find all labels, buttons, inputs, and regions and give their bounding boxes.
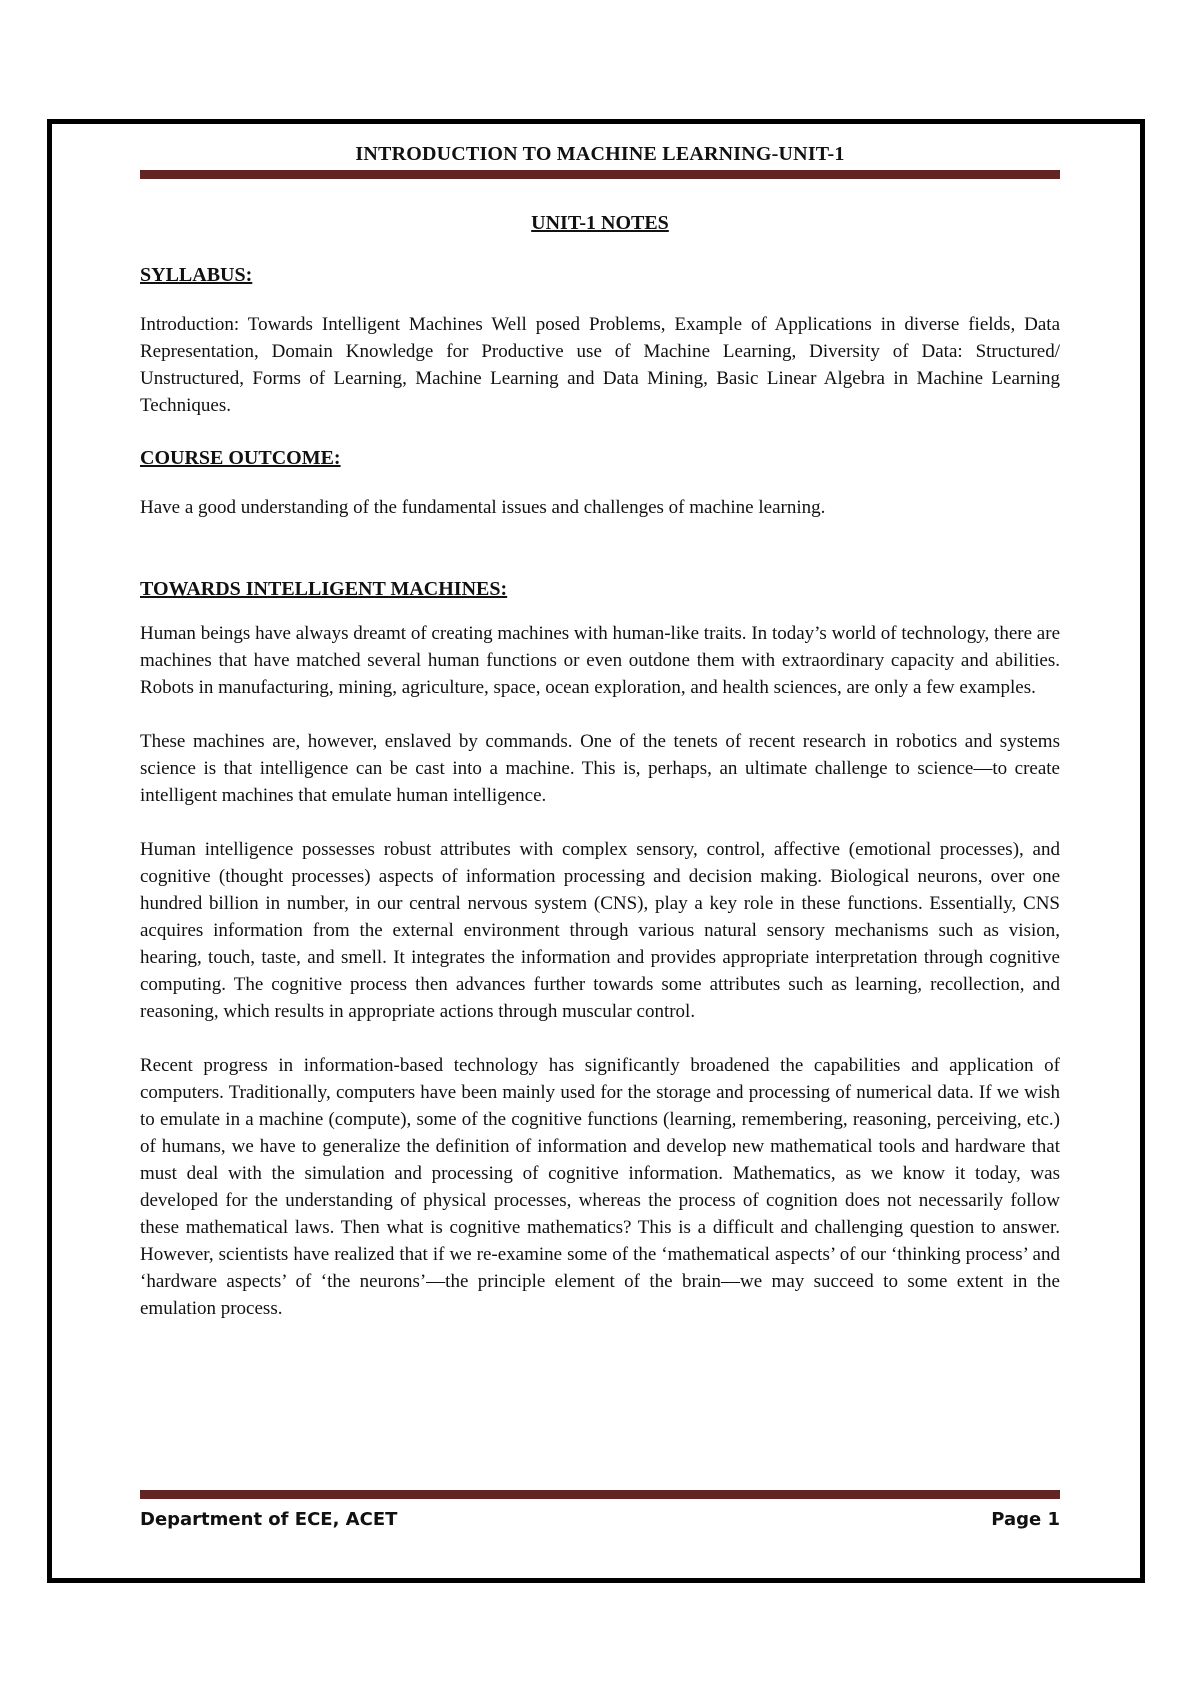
unit-title: UNIT-1 NOTES — [531, 212, 669, 234]
footer-row — [140, 1507, 1060, 1533]
paragraph: Recent progress in information-based technology has significantly broadened the capabilities and application of computers. Traditionally, computers have been mainly used for the storage and processing of numerical data. If we wish to emulate in a machine (compute), some of the cognitive functions (learning, remembering, reasoning, perceiving, etc.) of humans, we have to generalize the definition of information and develop new mathematical tools and hardware that must deal with the simulation and processing of cognitive information. Mathematics, as we know it today, was developed for the understanding of physical processes, whereas the process of cognition does not necessarily follow these mathematical laws. Then what is cognitive mathematics? This is a difficult and challenging question to answer. However, scientists have realized that if we re-examine some of the ‘mathematical aspects’ of our ‘thinking process’ and ‘hardware aspects’ of ‘the neurons’—the principle element of the brain—we may succeed to some extent in the emulation process. — [140, 1055, 1060, 1319]
course-outcome-text: Have a good understanding of the fundamental issues and challenges of machine learning. — [140, 497, 826, 518]
towards-intelligent-machines-heading: TOWARDS INTELLIGENT MACHINES: — [140, 578, 508, 600]
paragraph: These machines are, however, enslaved by commands. One of the tenets of recent research in robotics and systems science is that intelligence can be cast into a machine. This is, perhaps, an ultimate challenge to science—to create intelligent machines that emulate human intelligence. — [140, 731, 1060, 806]
footer-rule — [140, 1490, 1060, 1499]
footer-department: Department of ECE, ACET — [140, 1509, 398, 1530]
header-rule — [140, 170, 1060, 179]
course-outcome-heading: COURSE OUTCOME: — [140, 447, 341, 469]
footer-page-number: Page 1 — [991, 1509, 1060, 1530]
syllabus-heading: SYLLABUS: — [140, 264, 253, 286]
document-body — [140, 140, 1060, 1322]
paragraph: Human beings have always dreamt of creating machines with human-like traits. In today’s world of technology, there are machines that have matched several human functions or even outdone them with extraordinary capacity and abilities. Robots in manufacturing, mining, agriculture, space, ocean exploration, and health sciences, are only a few examples. — [140, 623, 1060, 698]
running-header: INTRODUCTION TO MACHINE LEARNING-UNIT-1 — [355, 143, 845, 165]
syllabus-text: Introduction: Towards Intelligent Machines Well posed Problems, Example of Applications in diverse fields, Data Representation, Domain Knowledge for Productive use of Machine Learning, Diversity of Data: Structured/ Unstructured, Forms of Learning, Machine Learning and Data Mining, Basic Linear Algebra in Machine Learning Techniques. — [140, 314, 1060, 416]
paragraph: Human intelligence possesses robust attributes with complex sensory, control, affective (emotional processes), and cognitive (thought processes) aspects of information processing and decision making. Biological neurons, over one hundred billion in number, in our central nervous system (CNS), play a key role in these functions. Essentially, CNS acquires information from the external environment through various natural sensory mechanisms such as vision, hearing, touch, taste, and smell. It integrates the information and provides appropriate interpretation through cognitive computing. The cognitive process then advances further towards some attributes such as learning, recollection, and reasoning, which results in appropriate actions through muscular control. — [140, 839, 1060, 1022]
page-footer — [140, 1490, 1060, 1533]
